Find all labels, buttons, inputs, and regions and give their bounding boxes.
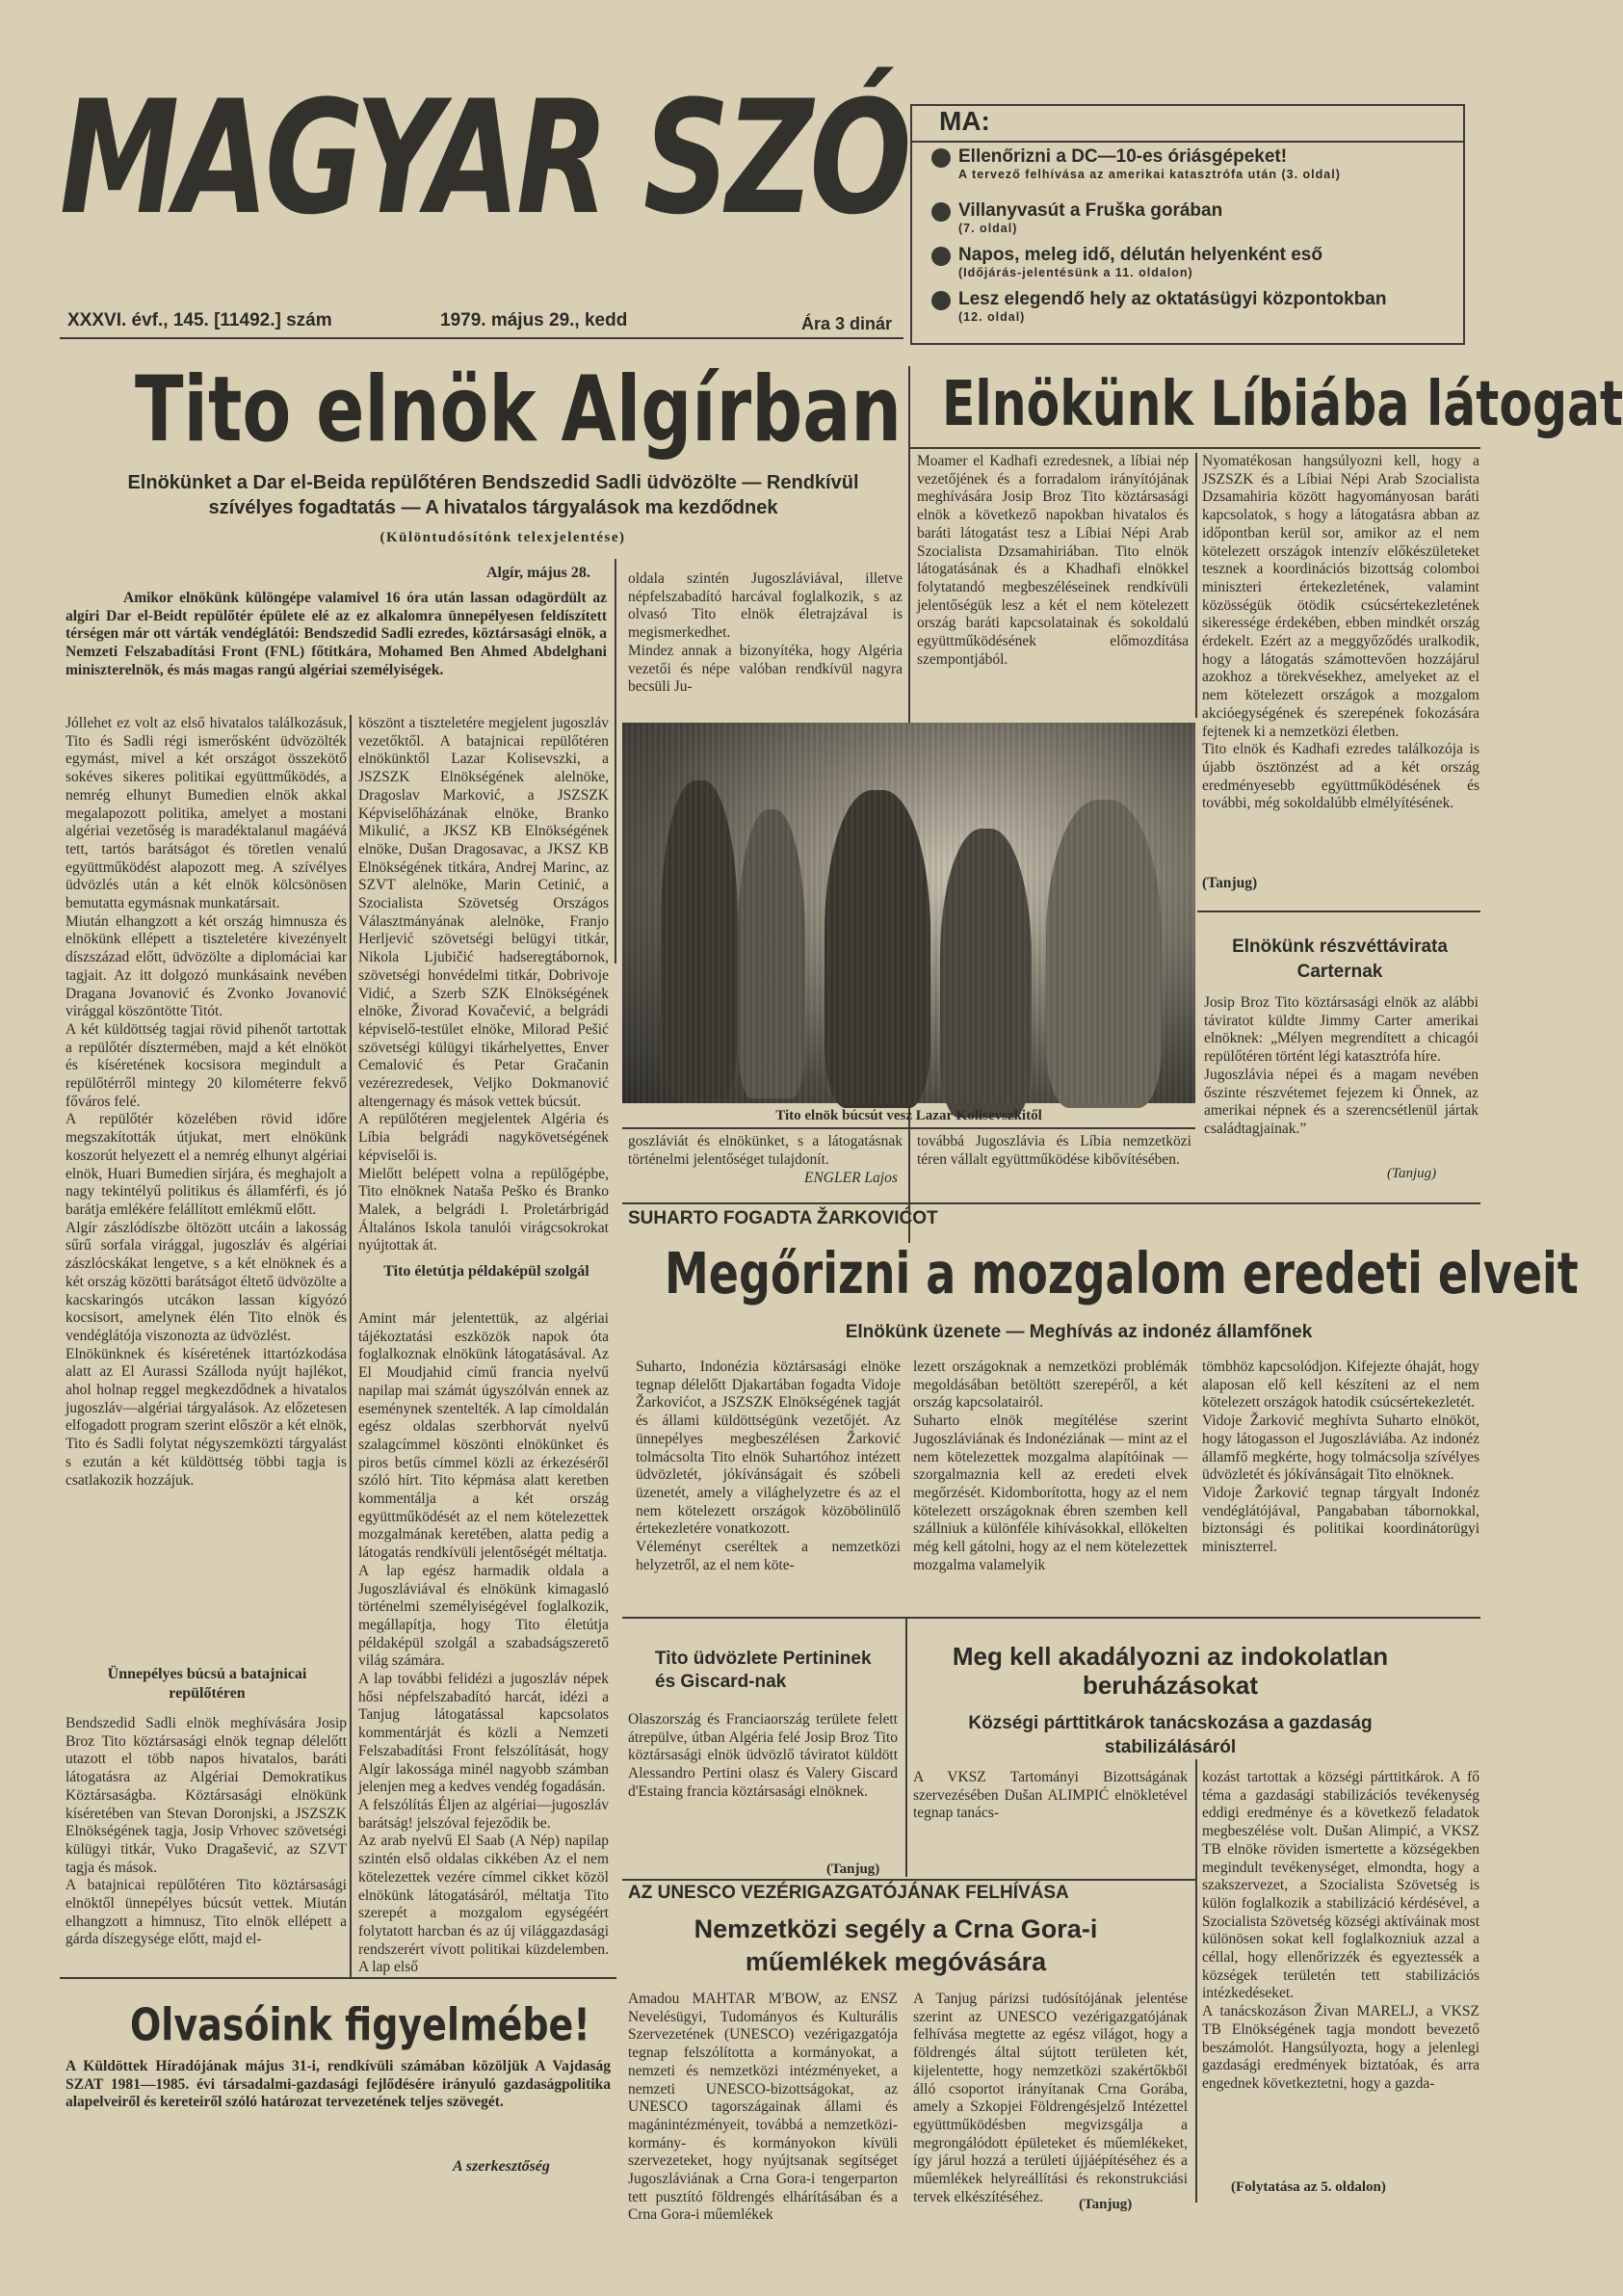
carter-agency: (Tanjug) [1387, 1166, 1437, 1181]
carter-body: Josip Broz Tito köztársasági elnök az alábbi táviratot küldte Jimmy Carter amerikai elnöknek: „Mélyen megrendített a chicagói repülőtéren történt légi katasztrófa híre. Jugoszlávia népei és a magam nevében őszinte részvétemet fejezem ki Önnek, az amerikai népnek és a szerencsétlenül jártak családtagjainak.” [1204, 994, 1479, 1137]
main-col2: köszönt a tiszteletére megjelent jugoszláv vezetőktől. A batajnicai repülőtéren elnökünktől Lazar Kolisevszki, a JSZSZK Elnökségének alelnöke, Dragoslav Marković, a JSZSZK Képviselőházának elnöke, Branko Mikulić, a JKSZ KB Elnökségének elnöke, Dušan Dragosavac, a JKSZ KB Elnökségének titkára, Andrej Marinc, az SZVT alelnöke, Marin Cetinić, a Szocialista Szövetség Országos Választmányának alelnöke, Franjo Herljević szövetségi belügyi titkár, Nikola Ljubičić hadseregtábornok, szövetségi honvédelmi titkár, Dobrivoje Vidić, a Szerb SZK Elnökségének elnöke, Živorad Kovačević, a belgrádi képviselő-testület elnöke, Milorad Pešić szövetségi külügyi tikárhelyettes, Enver Cemalović és Petar Gračanin vezérezredesek, Veljko Dokmanović altengernagy és mások vettek búcsút. A repülőtéren megjelentek Algéria és Líbia belgrádi nagykövetségének képviselői is. Mielőtt belépett volna a repülőgépbe, Tito elnöknek Nataša Peško és Branko Malek, a belgrádi I. Proletárbrigád Általános Iskola tanulói virágcsokrokat nyújtottak át. [358, 715, 609, 1254]
suharto-col3: tömbhöz kapcsolódjon. Kifejezte óhaját, hogy alaposan elő kell készíteni az el nem kötelezett országok hatodik csúcsértekezletét. Vidoje Žarković meghívta Suharto elnököt, hogy látogasson el Jugoszláviába. Az indonéz államfő megkérte, hogy tolmácsolja szívélyes üdvözletét és jókívánságait Tito elnöknek. Vidoje Žarković tegnap tárgyalt Indonéz vendéglátójával, Pangababan tábornokkal, biztonsági és politikai koordinátorügyi miniszterrel. [1202, 1359, 1479, 1556]
investment-headline: Meg kell akadályozni az indokolatlan beruházásokat [952, 1642, 1389, 1700]
main-author: ENGLER Lajos [804, 1170, 898, 1186]
unesco-col2: A Tanjug párizsi tudósítójának jelentése szerint az UNESCO vezérigazgatójának felhívása megtette az egész világot, hogy a földrengés által sújtott területen két, kijelentette, hogy nemzetközi szakértőkből álló csoportot irányítanak Crna Gorába, amely a Szkopjei Földrengésjelző Intézettel együttműködésben megvizsgálja a megrongálódott épületeket és műemlékeket, így járul hozzá a területi újjáépítéséhez és a műemlékek helyreállítási és rekonstrukciási tervek elkészítéséhez. [913, 1991, 1188, 2205]
pertini-body: Olaszország és Franciaország területe felett átrepülve, útban Algéria felé Josip Broz Tito köztársasági elnök üdvözlő táviratot küldött Alessandro Pertini olasz és Valery Giscard d'Estaing francia köztársasági elnöknek. [628, 1711, 898, 1800]
libya-col1-end: továbbá Jugoszlávia és Líbia nemzetközi téren vállalt együttműködése kibővítésében. [917, 1133, 1191, 1168]
masthead-title: MAGYAR SZÓ [60, 66, 908, 250]
today-heading: MA: [939, 106, 990, 136]
bullet-icon [931, 247, 951, 266]
masthead [60, 67, 907, 356]
investment-continued: (Folytatása az 5. oldalon) [1231, 2179, 1386, 2195]
main-col2-subhead: Tito életútja példaképül szolgál [383, 1263, 589, 1280]
main-subhead: Elnökünket a Dar el-Beida repülőtéren Bendszedid Sadli üdvözölte — Rendkívül szívélyes fogadtatás — A hivatalos tárgyalások ma kezdődnek [127, 472, 859, 518]
today-items [931, 146, 1456, 330]
today-box [910, 104, 1465, 345]
investment-subhead: Községi párttitkárok tanácskozása a gazdaság stabilizálásáról [968, 1713, 1373, 1757]
notice-body: A Küldöttek Híradójának május 31-i, rendkívüli számában közöljük A Vajdaság SZAT 1981—1985. évi társadalmi-gazdasági fejlődésére irányuló gazdaságpolitika alapelveiről és kereteiről szóló határozat tervezetének teljes szövegét. [65, 2058, 611, 2111]
investment-col1: A VKSZ Tartományi Bizottságának szervezésében Dušan ALIMPIĆ elnökletével tegnap tanács- [913, 1769, 1188, 1822]
suharto-col1: Suharto, Indonézia köztársasági elnöke tegnap délelőtt Djakartában fogadta Vidoje Žarkovićot, a JSZSZK Elnökségének tagját és állami küldöttségünk vezetőjét. Az ünnepélyes megbeszélésen Žarković tolmácsolta Tito elnök Suhartóhoz intézett üdvözletét, jókívánságait és szóbeli üzenetét, amely a világhelyzetre és az el nem kötelezett országok közöbölinülő értekezletére vonatkozott. Véleményt cseréltek a nemzetközi helyzetről, az el nem köte- [636, 1359, 901, 1573]
suharto-subhead: Elnökünk üzenete — Meghívás az indonéz államfőnek [845, 1322, 1313, 1342]
main-byline: (Különtudósítónk telexjelentése) [380, 530, 626, 545]
libya-agency: (Tanjug) [1202, 875, 1258, 891]
notice-signature: A szerkesztőség [453, 2158, 550, 2175]
unesco-kicker: AZ UNESCO VEZÉRIGAZGATÓJÁNAK FELHÍVÁSA [628, 1883, 1069, 1903]
suharto-headline: Megőrizni a mozgalom eredeti elveit [665, 1240, 1579, 1306]
bullet-icon [931, 148, 951, 168]
notice-headline: Olvasóink figyelmébe! [130, 2000, 590, 2052]
main-lead: Amikor elnökünk különgépe valamivel 16 óra után lassan odagördült az algíri Dar el-Beidt repülőtér épülete elé az ez alkalomra ünnepélyesen feldíszített térségen már ott várták vendéglátói: Bendszedid Sadli ezredes, köztársasági elnök, a Nemzeti Felszabadítási Front (FNL) főtitkára, Mohamed Ben Ahmed Abdelghani miniszterelnök, és más magas rangú algériai személyiségek. [65, 590, 607, 678]
pertini-agency: (Tanjug) [826, 1861, 880, 1877]
photo-caption: Tito elnök búcsút vesz Lazar Kolisevszkitől [775, 1108, 1042, 1123]
suharto-col2: lezett országoknak a nemzetközi problémák megoldásában betöltött szerepéről, a két ország kapcsolatairól. Suharto elnök megítélése szerint Jugoszláviának és Indonéziának — mint az el nem kötelezettek mozgalma alapítóinak — szorgalmaznia kell az eredeti elvek megőrzését. Kidomborította, hogy az el nem kötelezett országoknak ébren szemben kell szállniuk a különféle kihívásokkal, ellökelten még kell gátolni, hogy az el nem kötelezettek mozgalma valamelyik [913, 1359, 1188, 1573]
main-col3-bottom: goszláviát és elnökünket, s a látogatásnak történelmi jelentőséget tulajdonít. [628, 1133, 903, 1168]
main-dateline: Algír, május 28. [486, 565, 590, 581]
today-item[interactable]: Villanyvasút a Fruška gorában (7. oldal) [931, 200, 1456, 241]
main-col1-subhead: Ünnepélyes búcsú a batajnicai repülőtéren [107, 1666, 307, 1702]
main-photo [622, 723, 1195, 1103]
investment-col2: kozást tartottak a községi párttitkárok. A fő téma a gazdasági stabilizációs tevékenység eddigi eredménye és a következő feladatok megbeszélése volt. Dušan Alimpić, a VKSZ TB elnöke röviden ismertette a községekben megindult tevékenységet, elmondta, hogy a szakszervezet, a Szocialista Szövetség is külön foglalkozik a stabilizáció kérdésével, a Szocialista Szövetség községi aktíváinak most különösen sokat kell foglalkozniuk azzal a céllal, hogy ellenőrizzék és egyeztessék a községek területén tett stabilizációs intézkedéseket. A tanácskozáson Živan MARELJ, a VKSZ TB Elnökségének tagja mondott bevezető beszámolót. Hangsúlyozta, hogy a jelenlegi gazdasági eredmények biztatóak, és arra engednek következtetni, hogy a gazda- [1202, 1769, 1479, 2092]
main-headline: Tito elnök Algírban [135, 358, 902, 462]
main-col1b: Bendszedid Sadli elnök meghívására Josip Broz Tito köztársasági elnök tegnap délelőtt utazott el több napos hivatalos, baráti látogatásra az Algériai Demokratikus Köztársaságba. Köztársasági elnökünk kíséretében van Stevan Doronjski, a JSZSZK Elnökségének tagja, Josip Vrhovec szövetségi külügyi titkár, Vuko Dragašević, az SZVT tagja és mások. A batajnicai repülőtéren Tito köztársasági elnöktől ünnepélyes búcsút vettek. Miután elhangzott a himnusz, Tito elnök ellépett a gárda díszegysége előtt, majd el- [65, 1715, 347, 1948]
libya-col1: Moamer el Kadhafi ezredesnek, a líbiai nép vezetőjének és a forradalom irányítójának meghívására Josip Broz Tito köztársasági elnök a következő napokban hivatalos és baráti látogatást tesz a Líbiai Népi Arab Szocialista Dzsamahiriában. Tito elnök látogatásának és a Khadhafi elnökkel folytatandó megbeszéléseinek rendkívüli jelentőségük lesz a két el nem kötelezett ország baráti kapcsolatainak és sokoldalú együttműködésének előmozdítása szempontjából. [917, 453, 1189, 668]
bullet-icon [931, 202, 951, 222]
suharto-kicker: SUHARTO FOGADTA ŽARKOVIĆOT [628, 1208, 938, 1228]
unesco-headline: Nemzetközi segély a Crna Gora-i műemlékek megóvására [694, 1914, 1098, 1976]
today-item[interactable]: Lesz elegendő hely az oktatásügyi központokban (12. oldal) [931, 289, 1456, 330]
main-col2b: Amint már jelentettük, az algériai tájékoztatási eszközök napok óta foglalkoznak elnökünk látogatásával. Az El Moudjahid című francia nyelvű napilap mai számát úgyszólván ennek az eseménynek szentelték. A lap címoldalán egész oldalas szerbhorvát nyelvű szalagcímmel köszönti elnökünket és piros betűs címmel közli az érkezéséről szóló hírt. Tito képmása alatt keretben kommentálja a két ország együttműködését az el nem kötelezettek mozgalmának keretében, alatta pedig a látogatás rendkívüli jelentőségét méltatja. A lap egész harmadik oldala a Jugoszláviával és elnökünk kimagasló történelmi személyiségével foglalkozik, megállapítja, hogy Tito életútja példaképül szolgál a szabadságszerető világ számára. A lap további felidézi a jugoszláv népek hősi népfelszabadító harcát, idézi a Tanjug látogatással kapcsolatos kommentárját és közli a Nemzeti Felszabadítási Front felszólítását, hogy Algír lakossága minél nagyobb számban jelenjen meg a kedves vendég fogadásán. A felszólítás Éljen az algériai—jugoszláv barátság! jelszóval fejeződik be. Az arab nyelvű El Saab (A Nép) napilap szintén első oldalas cikkében Az el nem kötelezettek vezére címmel cikket közöl elnökünk látogatásáról, méltatja Tito szerepét a mozgalom egységéért folytatott harcban és az új világgazdasági rendszerért vívott politikai küzdelemben. A lap első [358, 1310, 609, 1976]
main-col3-top: oldala szintén Jugoszláviával, illetve népfelszabadító harcával foglalkozik, s az olvasó Tito elnök életrajzával is megismerkedhet. Mindez annak a bizonyítéka, hogy Algéria vezetői és népe valóban rendkívül nagyra becsüli Ju- [628, 570, 903, 696]
carter-headline: Elnökünk részvéttávirata Carternak [1232, 937, 1448, 982]
unesco-col1: Amadou MAHTAR M'BOW, az ENSZ Nevelésügyi, Tudományos és Kulturális Szervezetének (UNESCO) vezérigazgatója tegnap felszólította a kormányokat, a nemzeti és nemzetközi intézményeket, a nemzeti UNESCO-bizottságokat, az UNESCO tagországainak állami és magánintézményeit, továbbá a nemzetközi-kormány- és kormányokon kívüli szervezeteket, hogy nyújtsanak segítséget Jugoszláviának a Crna Gora-i tengerparton tett pusztító földrengés elhárításában és a Crna Gora-i műemlékek [628, 1991, 898, 2224]
bullet-icon [931, 291, 951, 310]
masthead-date: 1979. május 29., kedd [440, 310, 628, 330]
today-item[interactable]: Ellenőrizni a DC—10-es óriásgépeket! A tervező felhívása az amerikai katasztrófa után (3. oldal) [931, 146, 1456, 197]
libya-headline: Elnökünk Líbiába látogat [942, 368, 1623, 441]
masthead-issue: XXXVI. évf., 145. [11492.] szám [67, 310, 332, 330]
libya-col2: Nyomatékosan hangsúlyozni kell, hogy a JSZSZK és a Líbiai Népi Arab Szocialista Dzsamahiria között hagyományosan baráti kapcsolatok, s hogy a látogatásra abban az időpontban kerül sor, amikor az el nem kötelezett országok intenzív előkészületeket tesznek a koordinációs bizottság colomboi miniszteri értekezletének, valamint közösségük ötödik csúcsértekezletének sikeressége érdekében, ebben mindkét ország érdekelt. Ezért az a meggyőződés uralkodik, hogy a látogatás számottevően hozzájárul azokhoz a törekvésekhez, amelyeket az el nem kötelezett országok a mozgalom akcióegységének és szerepének fokozására fejtenek ki a nemzetközi életben. Tito elnök és Kadhafi ezredes találkozója is újabb ösztönzést ad a két ország eredményesebb együttműködésének és további, még sokoldalúbb elmélyítésének. [1202, 453, 1479, 812]
unesco-agency: (Tanjug) [1079, 2197, 1133, 2212]
masthead-price: Ára 3 dinár [801, 314, 893, 333]
today-item[interactable]: Napos, meleg idő, délután helyenként eső (Időjárás-jelentésünk a 11. oldalon) [931, 245, 1456, 285]
pertini-headline: Tito üdvözlete Pertininek és Giscard-nak [655, 1649, 872, 1692]
main-col1: Jóllehet ez volt az első hivatalos találkozásuk, Tito és Sadli régi ismerősként üdvözölték egymást, mivel a két országot összekötő sokéves sikeres politikai együttműködés, a nemrég elhunyt Bumedien elnök akkal megalapozott politika, amelyet a mostani algériai vezetőség is maradéktalanul magáévá tett, tartós barátságot és töretlen venalú együttműködést alapozott meg. A szívélyes üdvözlés után a két elnök kölcsönösen bemutatta egymásnak munkatársait. Miután elhangzott a két ország himnusza és elnökünk ellépett a tiszteletére kivezényelt díszszázad előtt, üdvözölte a diplomáciai kar tagjait. Az itt dolgozó munkásaink nevében Dragana Jovanović és Zvonko Jovanović virággal köszöntötte Titót. A két küldöttség tagjai rövid pihenőt tartottak a repülőtér dísztermében, majd a két elnököt és kíséretének kocsisora megindult a repülőtérről mintegy 20 kilométerre fekvő főváros felé. A repülőtér közelében rövid időre megszakították útjukat, mert elnökünk koszorút helyezett el a nemrég elhunyt algériai elnök, Huari Bumedien sírjára, és meghajolt a nagy tekintélyű politikus és államférfi, és jó barátja emlékére felállított emlékmű előtt. Algír zászlódíszbe öltözött utcáin a lakosság sűrű sorfala virággal, jugoszláv és algériai zászlócskákat lengetve, s a két elnöknek és a két ország közötti barátságot éltető üdvözölte a kacskaringós utcákon lassan kígyózó kocsisort, amelynek élén Tito elnök és vendéglátója viszonozta az üdvözlést. Elnökünknek és kíséretének ittartózkodása alatt az El Aurassi Szálloda nyújt hajlékot, ahol holnap reggel megkezdődnek a hivatalos jugoszláv—algériai tárgyalások. Az előzetesen elfogadott program szerint először a két elnök, Tito és Sadli folytat négyszemközti tárgyalást s ezután a két küldöttség többi tagja is csatlakozik hozzájuk. [65, 715, 347, 1489]
